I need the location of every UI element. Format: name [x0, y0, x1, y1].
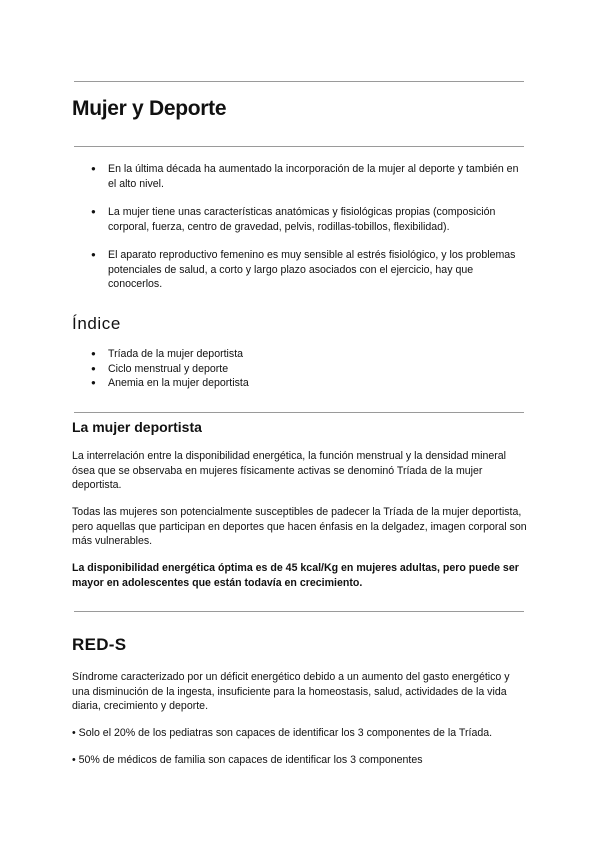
list-item: ● La mujer tiene unas características anatómicas y fisiológicas propias (composición corporal, fuerza, centro de gravedad, pelvis, rodillas-tobillos, flexibilidad). — [91, 205, 528, 234]
intro-bullet-list — [91, 162, 528, 306]
paragraph: • Solo el 20% de los pediatras son capaces de identificar los 3 componentes de la Tríada. — [72, 727, 493, 739]
paragraph: Todas las mujeres son potencialmente susceptibles de padecer la Tríada de la mujer deportista, pero aquellas que participan en deportes que hacen énfasis en la delgadez, imagen corporal son más vulnerables. — [72, 506, 527, 547]
index-item: ● Anemia en la mujer deportista — [91, 376, 249, 391]
index-item: ● Tríada de la mujer deportista — [91, 347, 249, 362]
section-heading-reds: RED-S — [72, 635, 127, 654]
index-list — [91, 347, 249, 391]
divider — [74, 81, 524, 82]
paragraph: • 50% de médicos de familia son capaces de identificar los 3 componentes — [72, 754, 423, 766]
paragraph: Síndrome caracterizado por un déficit energético debido a un aumento del gasto energético y una disminución de la ingesta, insuficiente para la homeostasis, salud, actividades de la vida diaria, crecimiento y deporte. — [72, 671, 510, 712]
divider — [74, 611, 524, 612]
divider — [74, 412, 524, 413]
divider — [74, 146, 524, 147]
list-item: ● El aparato reproductivo femenino es muy sensible al estrés fisiológico, y los problemas potenciales de salud, a corto y largo plazo asociados con el ejercicio, hay que conocerlos. — [91, 248, 528, 292]
paragraph: La interrelación entre la disponibilidad energética, la función menstrual y la densidad mineral ósea que se observaba en mujeres físicamente activas se denominó Tríada de la mujer deportista. — [72, 450, 507, 491]
index-heading: Índice — [72, 314, 121, 333]
section-heading-mujer: La mujer deportista — [72, 419, 202, 435]
paragraph-bold: La disponibilidad energética óptima es de 45 kcal/Kg en mujeres adultas, pero puede ser mayor en adolescentes que están todavía en crecimiento. — [72, 562, 519, 589]
index-item: ● Ciclo menstrual y deporte — [91, 362, 249, 377]
page-title: Mujer y Deporte — [72, 97, 227, 120]
list-item: ● En la última década ha aumentado la incorporación de la mujer al deporte y también en el alto nivel. — [91, 162, 528, 191]
